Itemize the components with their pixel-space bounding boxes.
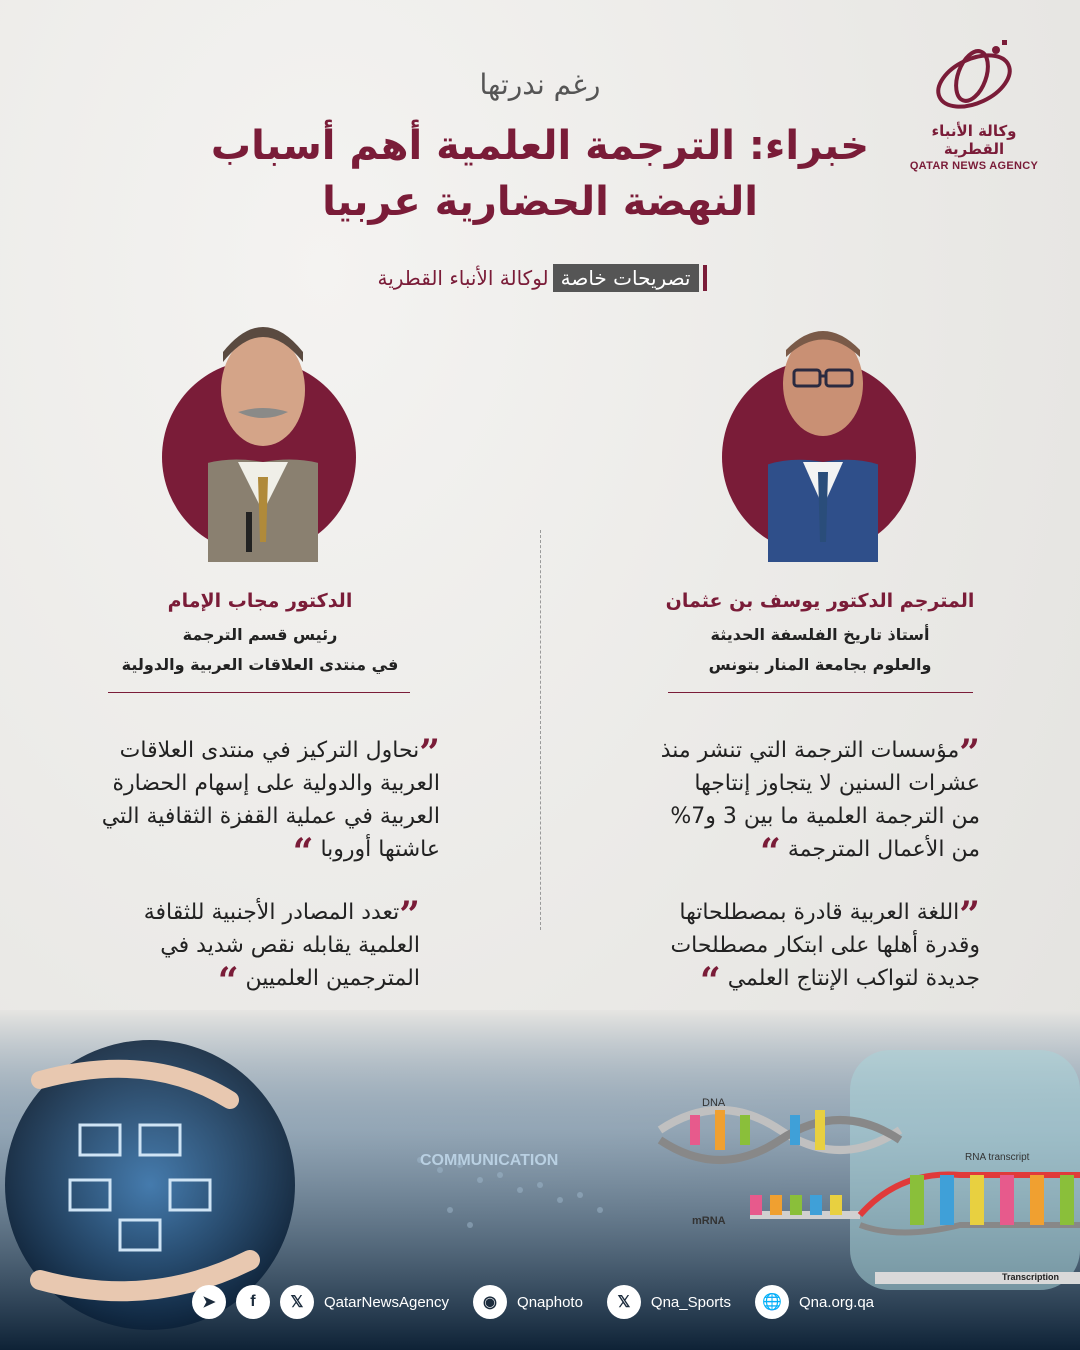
facebook-icon[interactable]: f [236,1285,270,1319]
handle-qatarnewsagency[interactable]: QatarNewsAgency [323,1293,450,1311]
open-quote-icon: ” [399,894,420,936]
left-rule [108,692,410,693]
social-footer [0,1282,1080,1322]
communication-label: COMMUNICATION [420,1152,559,1169]
kicker: رغم ندرتها [479,68,601,101]
logo-arabic-name: وكالة الأنباء القطرية [931,122,1017,158]
right-person-role-2: والعلوم بجامعة المنار بتونس [708,655,932,674]
portrait-left-person [208,312,318,562]
instagram-icon[interactable]: ◉ [473,1285,507,1319]
x-icon[interactable]: 𝕏 [280,1285,314,1319]
right-rule [668,692,973,693]
left-person-role-2: في منتدى العلاقات العربية والدولية [121,655,399,674]
close-quote-icon: “ [699,960,721,1002]
close-quote-icon: “ [292,831,314,873]
close-quote-icon: “ [760,831,781,873]
x-sports-icon[interactable]: 𝕏 [607,1285,641,1319]
portrait-right-person [768,312,878,562]
headline-line-2: النهضة الحضارية عربيا [322,179,758,225]
headline-line-1: خبراء: الترجمة العلمية أهم أسباب [210,123,870,169]
tag-bar [703,265,707,291]
exclusive-tag [0,264,1080,295]
mrna-label: mRNA [692,1215,726,1227]
open-quote-icon: ” [419,732,440,774]
close-quote-icon: “ [217,960,239,1002]
handle-qna-sports[interactable]: Qna_Sports [650,1293,731,1311]
telegram-icon[interactable]: ➤ [192,1285,226,1319]
open-quote-icon: ” [959,894,980,936]
headline [140,118,940,230]
rna-transcript-label: RNA transcript [965,1152,1030,1163]
globe-web-icon[interactable]: 🌐 [755,1285,789,1319]
handle-qnaphoto[interactable]: Qnaphoto [517,1293,583,1311]
left-quote-2: ”تعدد المصادر الأجنبية للثقافة العلمية يقابله نقص شديد في المترجمين العلميين “ [143,894,420,1002]
right-quote-2: ”اللغة العربية قادرة بمصطلحاتها وقدرة أهلها على ابتكار مصطلحات جديدة لتواكب الإنتاج العلمي “ [670,894,980,1002]
dna-label: DNA [702,1097,726,1109]
left-person-name: الدكتور مجاب الإمام [167,590,353,612]
right-person-info [630,590,1010,680]
tag-text: لوكالة الأنباء القطرية [377,266,549,290]
logo-english-name: QATAR NEWS AGENCY [909,160,1039,172]
right-quote-1: ”مؤسسات الترجمة التي تنشر منذ عشرات السنين لا يتجاوز إنتاجها من الترجمة العلمية ما بين 3 و7% من الأعمال المترجمة “ [660,732,980,873]
left-person-role-1: رئيس قسم الترجمة [182,625,338,644]
left-person-info [70,590,450,680]
cell-panel [850,1050,1080,1290]
handle-website[interactable]: Qna.org.qa [798,1293,875,1311]
right-person-role-1: أستاذ تاريخ الفلسفة الحديثة [710,625,930,644]
transcription-label: Transcription [1002,1272,1060,1282]
center-divider [540,530,541,930]
open-quote-icon: ” [959,732,980,774]
left-quote-1: ”نحاول التركيز في منتدى العلاقات العربية والدولية على إسهام الحضارة العربية في عملية القفزة الثقافية التي عاشتها أوروبا “ [101,732,440,873]
tag-box-label: تصريحات خاصة [553,264,699,292]
right-person-name: المترجم الدكتور يوسف بن عثمان [665,590,975,612]
